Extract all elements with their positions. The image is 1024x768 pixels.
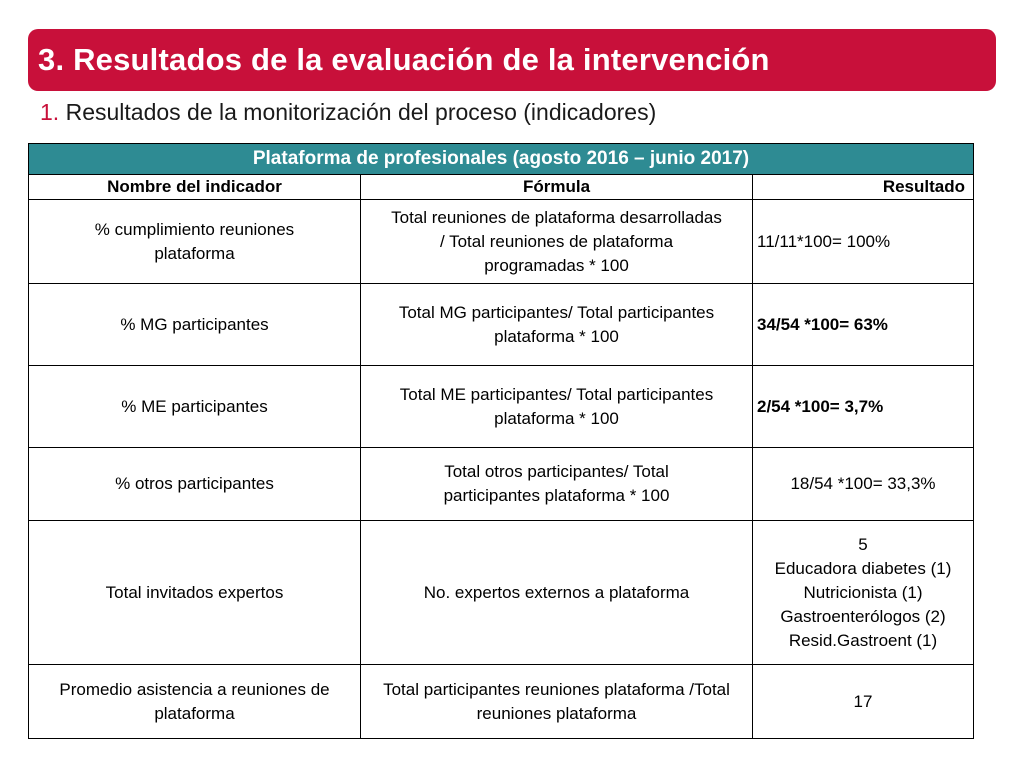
title-bar [28, 29, 996, 91]
expert-item: Gastroenterólogos (2) [780, 606, 946, 626]
column-header-indicator: Nombre del indicador [29, 175, 361, 200]
expert-item: Educadora diabetes (1) [774, 558, 952, 578]
subtitle-text: Resultados de la monitorización del proceso (indicadores) [65, 99, 657, 125]
result-cell: 11/11*100= 100% [753, 200, 974, 284]
indicator-cell: Promedio asistencia a reuniones de plataforma [29, 665, 361, 739]
formula-cell: Total otros participantes/ Total participantes plataforma * 100 [361, 448, 753, 521]
slide-title: 3. Resultados de la evaluación de la intervención [38, 42, 770, 77]
table-row [29, 284, 974, 366]
table-row [29, 448, 974, 521]
table-row [29, 665, 974, 739]
table-row [29, 200, 974, 284]
table-caption: Plataforma de profesionales (agosto 2016 – junio 2017) [29, 144, 974, 175]
result-cell: 2/54 *100= 3,7% [753, 366, 974, 448]
subtitle-number: 1. [40, 99, 60, 125]
result-cell [753, 521, 974, 665]
result-cell: 34/54 *100= 63% [753, 284, 974, 366]
expert-item: Nutricionista (1) [803, 582, 923, 602]
slide-subtitle [40, 99, 656, 126]
indicator-cell: % cumplimiento reuniones plataforma [29, 200, 361, 284]
result-cell: 18/54 *100= 33,3% [753, 448, 974, 521]
column-header-formula: Fórmula [361, 175, 753, 200]
indicators-table [28, 143, 974, 739]
expert-list [757, 533, 969, 653]
table-header-row [29, 175, 974, 200]
formula-cell: Total MG participantes/ Total participantes plataforma * 100 [361, 284, 753, 366]
expert-item: Resid.Gastroent (1) [788, 630, 938, 650]
formula-cell: Total reuniones de plataforma desarrolladas / Total reuniones de plataforma programadas * 100 [361, 200, 753, 284]
table-caption-row [29, 144, 974, 175]
indicator-cell: % ME participantes [29, 366, 361, 448]
result-cell: 17 [753, 665, 974, 739]
indicator-cell: % otros participantes [29, 448, 361, 521]
column-header-result: Resultado [753, 175, 974, 200]
expert-total: 5 [858, 534, 868, 554]
formula-cell: No. expertos externos a plataforma [361, 521, 753, 665]
indicator-cell: % MG participantes [29, 284, 361, 366]
formula-cell: Total ME participantes/ Total participantes plataforma * 100 [361, 366, 753, 448]
table-row [29, 366, 974, 448]
formula-cell: Total participantes reuniones plataforma /Total reuniones plataforma [361, 665, 753, 739]
table-row [29, 521, 974, 665]
indicator-cell: Total invitados expertos [29, 521, 361, 665]
